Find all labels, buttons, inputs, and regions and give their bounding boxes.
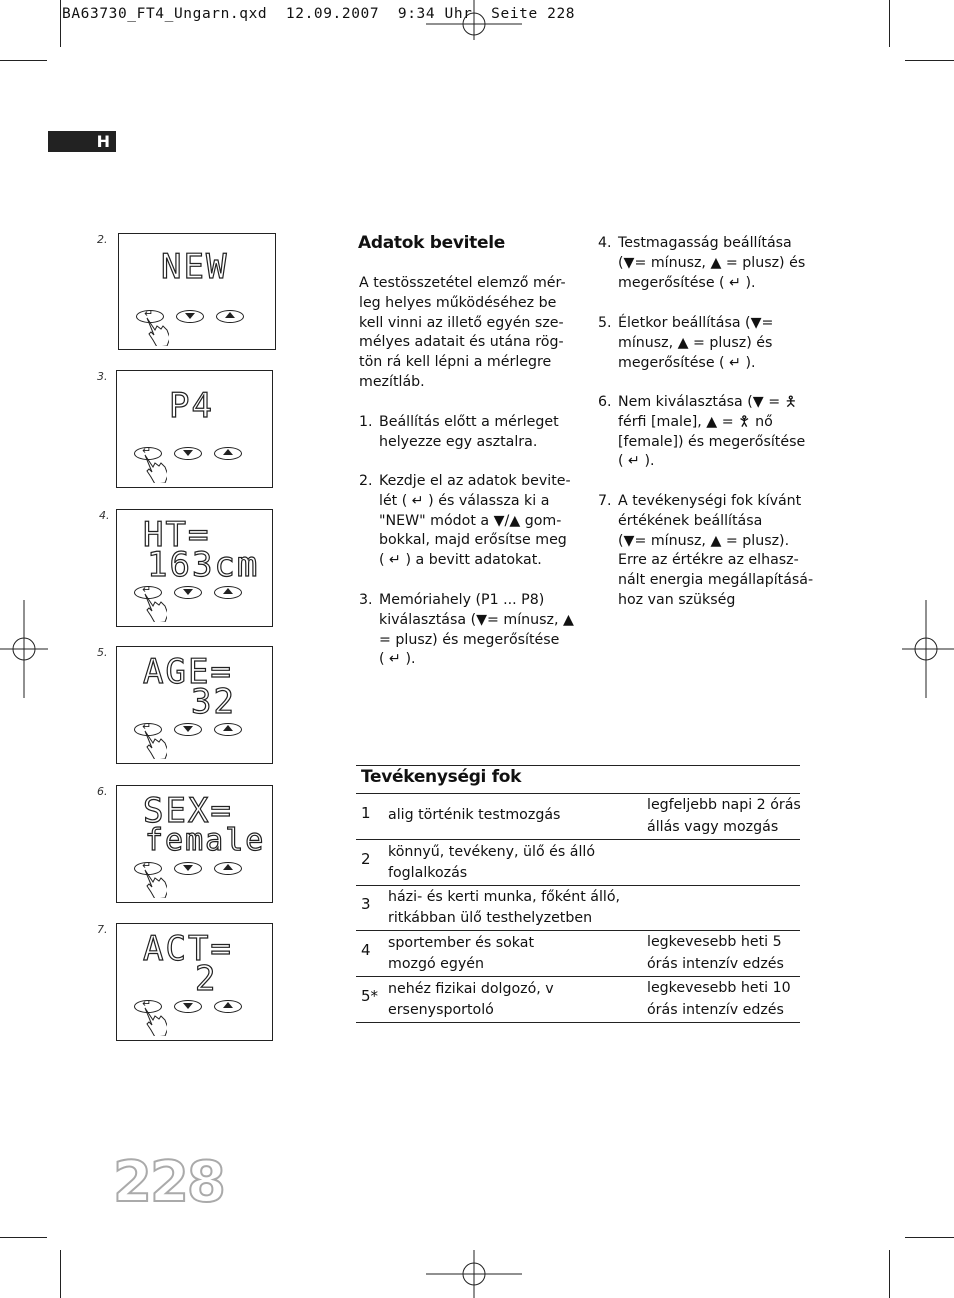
intro-line: kell vinni az illető egyén sze- <box>359 314 564 331</box>
crop-mark <box>889 0 890 47</box>
scale-display <box>116 923 273 1041</box>
step-text-line: (▼= mínusz, ▲ = plusz) és <box>618 254 806 271</box>
step-number: 3. <box>359 592 373 608</box>
step-text-line: Életkor beállítása (▼= <box>618 315 774 331</box>
activity-description-line: sportember és sokat <box>388 935 535 951</box>
display-line-2: 163cm <box>147 545 260 585</box>
down-button-icon <box>174 723 202 736</box>
up-button-icon <box>214 447 242 460</box>
display-step-label: 7. <box>97 923 108 936</box>
activity-description <box>388 804 560 826</box>
section-title: Adatok bevitele <box>358 233 505 253</box>
up-button-icon <box>216 310 244 323</box>
up-button-icon <box>214 586 242 599</box>
pointing-hand-icon <box>141 453 167 483</box>
step-text-line: mínusz, ▲ = plusz) és <box>618 334 773 351</box>
down-button-icon <box>174 447 202 460</box>
activity-note <box>647 794 801 838</box>
activity-description-line: mozgó egyén <box>388 956 484 972</box>
scale-display <box>116 370 273 488</box>
registration-mark-right <box>902 600 954 698</box>
step-text-line: ( ↵ ) a bevitt adatokat. <box>379 552 542 569</box>
step-text-line: Nem kiválasztása (▼ = 🯅 <box>618 394 798 410</box>
instruction-step <box>359 591 574 670</box>
step-text-line: "NEW" módot a ▼/▲ gom- <box>379 512 562 529</box>
step-text-line: = plusz) és megerősítése <box>379 631 560 648</box>
step-text-line: Memóriahely (P1 ... P8) <box>379 592 545 608</box>
crop-mark <box>0 60 47 61</box>
step-number: 1. <box>359 414 373 430</box>
activity-description <box>388 933 534 975</box>
step-text-line: ( ↵ ). <box>618 453 655 470</box>
pointing-hand-icon <box>141 729 167 759</box>
activity-description-line: ersenysportoló <box>388 1002 494 1018</box>
display-step-label: 2. <box>97 233 108 246</box>
down-button-icon <box>174 1000 202 1013</box>
intro-line: A testösszetétel elemző mér- <box>359 275 566 291</box>
step-text-line: Kezdje el az adatok bevite- <box>379 473 571 489</box>
step-text-line: Testmagasság beállítása <box>618 235 792 251</box>
step-text-line: kiválasztása (▼= mínusz, ▲ <box>379 611 574 628</box>
table-row-rule <box>356 885 800 886</box>
activity-level: 5* <box>361 987 379 1005</box>
display-line-2: female <box>145 823 266 858</box>
print-slug: BA63730_FT4_Ungarn.qxd 12.09.2007 9:34 Uhr Seite 228 <box>62 6 576 22</box>
scale-display <box>116 785 273 903</box>
registration-mark-left <box>0 600 50 698</box>
pointing-hand-icon <box>141 1006 167 1036</box>
activity-description-line: házi- és kerti munka, főként álló, <box>388 889 621 905</box>
activity-description-line: könnyű, tevékeny, ülő és álló <box>388 844 596 860</box>
up-button-icon <box>214 1000 242 1013</box>
language-tab <box>48 131 116 152</box>
step-text-line: A tevékenységi fok kívánt <box>618 493 802 509</box>
activity-note <box>647 977 791 1021</box>
language-tab-label: H <box>96 132 110 151</box>
intro-line: tön rá kell lépni a mérlegre <box>359 354 552 371</box>
activity-description <box>388 979 554 1021</box>
step-number: 5. <box>598 315 612 331</box>
activity-description-line: alig történik testmozgás <box>388 807 561 823</box>
up-button-icon <box>214 723 242 736</box>
display-line-2: 2 <box>195 959 218 999</box>
registration-mark-bottom <box>426 1250 524 1298</box>
instruction-step <box>598 314 813 373</box>
pointing-hand-icon <box>143 316 169 346</box>
activity-note-line: legkevesebb heti 10 <box>647 980 791 996</box>
up-button-icon <box>214 862 242 875</box>
pointing-hand-icon <box>141 868 167 898</box>
step-text-line: Erre az értékre az elhasz- <box>618 552 799 569</box>
instruction-step <box>598 393 813 472</box>
activity-description <box>388 842 595 884</box>
step-text-line: férfi [male], ▲ = 🯆 nő <box>618 413 773 430</box>
activity-note-line: órás intenzív edzés <box>647 1002 784 1018</box>
display-step-label: 3. <box>97 370 108 383</box>
activity-note-line: legkevesebb heti 5 <box>647 934 782 950</box>
table-row-rule <box>356 839 800 840</box>
step-text-line: (▼= mínusz, ▲ = plusz). <box>618 532 790 549</box>
display-line-1: HT= <box>143 515 211 555</box>
activity-table-title: Tevékenységi fok <box>361 767 522 787</box>
activity-description-line: ritkábban ülő testhelyzetben <box>388 910 593 926</box>
display-line-1: NEW <box>161 247 229 287</box>
table-top-rule <box>356 765 800 766</box>
step-text-line: értékének beállítása <box>618 512 763 529</box>
down-button-icon <box>174 862 202 875</box>
step-text-line: nált energia megállapításá- <box>618 572 814 589</box>
crop-mark <box>60 1250 61 1298</box>
crop-mark <box>0 1237 47 1238</box>
step-text-line: hoz van szükség <box>618 591 736 608</box>
step-number: 4. <box>598 235 612 251</box>
activity-level: 3 <box>361 895 371 913</box>
pointing-hand-icon <box>141 592 167 622</box>
display-line-2: 32 <box>191 682 236 722</box>
intro-line: mezítláb. <box>359 373 425 390</box>
activity-description <box>388 887 620 929</box>
scale-display <box>118 233 276 350</box>
crop-mark <box>60 0 61 47</box>
crop-mark <box>889 1250 890 1298</box>
activity-note-line: órás intenzív edzés <box>647 956 784 972</box>
instruction-step <box>598 234 813 293</box>
activity-description-line: foglalkozás <box>388 865 468 881</box>
instruction-step <box>598 492 813 611</box>
activity-note <box>647 931 784 975</box>
display-step-label: 4. <box>99 509 110 522</box>
activity-note-line: legfeljebb napi 2 órás <box>647 797 801 813</box>
step-number: 6. <box>598 394 612 410</box>
activity-level: 1 <box>361 804 371 822</box>
table-row-rule <box>356 1022 800 1023</box>
intro-paragraph <box>359 274 569 393</box>
display-line-1: P4 <box>169 386 214 426</box>
intro-line: leg helyes működéséhez be <box>359 294 557 311</box>
step-text-line: megerősítése ( ↵ ). <box>618 354 756 371</box>
step-number: 2. <box>359 473 373 489</box>
step-text-line: megerősítése ( ↵ ). <box>618 274 756 291</box>
step-text-line: ( ↵ ). <box>379 651 416 668</box>
instruction-step <box>359 413 574 453</box>
page-number: 228 <box>113 1150 224 1215</box>
crop-mark <box>905 1237 954 1238</box>
scale-display <box>116 646 273 764</box>
step-text-line: Beállítás előtt a mérleget <box>379 414 559 430</box>
activity-description-line: nehéz fizikai dolgozó, v <box>388 981 554 997</box>
display-step-label: 5. <box>97 646 108 659</box>
step-text-line: [female]) és megerősítése <box>618 433 806 450</box>
down-button-icon <box>176 310 204 323</box>
intro-line: mélyes adatait és utána rög- <box>359 334 564 351</box>
step-text-line: lét ( ↵ ) és válassza ki a <box>379 492 550 509</box>
step-text-line: bokkal, majd erősítse meg <box>379 532 567 549</box>
step-number: 7. <box>598 493 612 509</box>
activity-level: 2 <box>361 850 371 868</box>
down-button-icon <box>174 586 202 599</box>
display-line-1: SEX= <box>143 791 233 831</box>
activity-level: 4 <box>361 941 371 959</box>
crop-mark <box>905 60 954 61</box>
display-line-1: AGE= <box>143 652 233 692</box>
display-line-1: ACT= <box>143 929 233 969</box>
instruction-step <box>359 472 574 571</box>
step-text-line: helyezze egy asztalra. <box>379 433 538 450</box>
scale-display <box>116 509 273 627</box>
display-step-label: 6. <box>97 785 108 798</box>
activity-note-line: állás vagy mozgás <box>647 819 779 835</box>
